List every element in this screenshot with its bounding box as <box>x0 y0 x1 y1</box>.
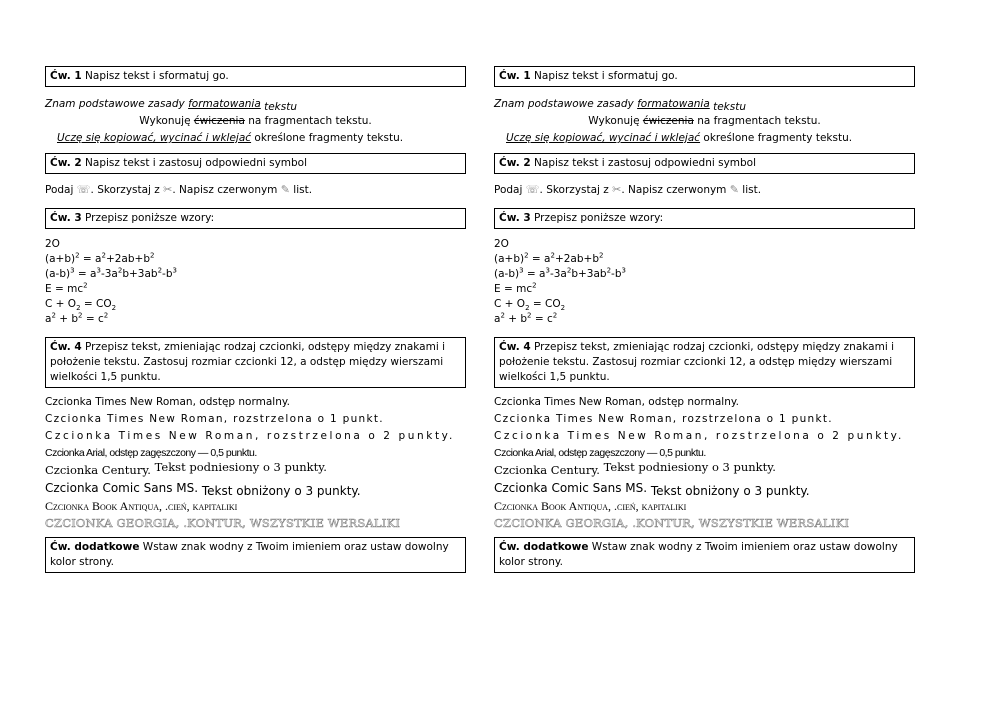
text-span: Wstaw znak wodny z Twoim imieniem oraz ustaw dowolny kolor strony. <box>50 541 449 568</box>
text-span: Uczę się kopiować, wycinać i wklejać <box>506 132 701 144</box>
text-span: Podaj <box>45 184 77 196</box>
text-span: 2 <box>500 311 505 320</box>
text-span: Wykonuję <box>139 115 194 127</box>
text-span: (a-b) <box>45 268 71 280</box>
exercise-label: Ćw. 1 <box>50 70 82 82</box>
exercise-3-header <box>45 208 466 229</box>
text-span: . Skorzystaj z <box>539 184 613 196</box>
text-span <box>494 462 915 480</box>
text-span: Ćw. 3 <box>499 212 531 224</box>
text-span: Napisz tekst i zastosuj odpowiedni symbol <box>81 157 308 169</box>
text-span: określone fragmenty tekstu. <box>700 132 853 144</box>
exercise-instruction: Napisz tekst i sformatuj go. <box>81 70 229 82</box>
text-span <box>45 208 466 229</box>
text-span <box>494 153 915 174</box>
text-span: -3a <box>100 268 118 280</box>
text-span: +2ab+b <box>105 253 150 265</box>
text-span: Czcionka Comic Sans MS. <box>45 481 202 495</box>
phone-icon: ☏ <box>76 183 91 196</box>
text-span: na fragmentach tekstu. <box>244 115 372 127</box>
text-span: . Napisz czerwonym <box>621 184 730 196</box>
text-span: Przepisz poniższe wzory: <box>530 212 664 224</box>
text-span: tekstu <box>709 101 747 113</box>
text-span: . Napisz czerwonym <box>172 184 281 196</box>
text-span: Czcionka Century. <box>45 463 155 477</box>
text-span: Czcionka Times New Roman, rozstrzelona o 1 punkt. <box>494 413 833 425</box>
text-span: Czcionka Comic Sans MS. <box>494 481 651 495</box>
exercise-1-header <box>494 66 915 87</box>
exercise-4-body <box>45 394 466 532</box>
text-span: 2 <box>157 266 163 275</box>
text-span: formatowania <box>188 98 261 110</box>
text-span <box>494 130 915 147</box>
text-span: Przepisz poniższe wzory: <box>81 212 215 224</box>
text-span: C + O <box>494 298 526 310</box>
exercise-4-body <box>494 394 915 532</box>
text-span: 2 <box>150 251 155 260</box>
formula-line <box>494 297 915 312</box>
text-span: b+3ab <box>122 268 158 280</box>
text-span: na fragmentach tekstu. <box>693 115 821 127</box>
text-span: 2 <box>103 311 109 320</box>
text-span: 3 <box>519 266 524 275</box>
text-span <box>45 537 466 573</box>
text-span: + b <box>55 313 79 325</box>
text-span: Czcionka Arial, odstęp zagęszczony — 0,5 punktu. <box>494 447 706 459</box>
worksheet-left <box>45 66 466 573</box>
text-span: E = mc <box>45 283 84 295</box>
text-span <box>494 337 915 388</box>
text-span: b+3ab <box>571 268 607 280</box>
text-span: Czcionka Times New Roman, odstęp normalny. <box>494 396 739 408</box>
formula-line: 2O <box>45 238 60 250</box>
text-span <box>494 537 915 573</box>
text-span: (a+b) <box>494 253 525 265</box>
formula-line <box>45 297 466 312</box>
text-span: 2 <box>550 251 555 260</box>
exercise-label: Ćw. 1 <box>499 70 531 82</box>
text-span <box>45 462 466 480</box>
text-span: Tekst podniesiony o 3 punkty. <box>603 460 776 474</box>
text-span: 3 <box>545 266 550 275</box>
text-span: Ćw. 4 <box>499 341 531 353</box>
text-span: Wykonuję <box>588 115 643 127</box>
text-span: Przepisz tekst, zmieniając rodzaj czcionki, odstępy między znakami i położenie tekstu. Zastosuj rozmiar czcionki 12, a odstęp między wierszami wielkości 1,5 punktu. <box>50 341 445 383</box>
text-span: Ćw. 2 <box>50 157 82 169</box>
exercise-1-body <box>494 96 915 146</box>
text-span: CZCIONKA GEORGIA, .KONTUR, WSZYSTKIE WERSALIKI <box>494 516 850 530</box>
text-span: Czcionka Book Antiqua, .cień, kapitaliki <box>494 499 687 513</box>
pencil-icon: ✎ <box>729 183 739 196</box>
text-span: 2 <box>101 251 106 260</box>
text-span: Czcionka Century. <box>494 463 604 477</box>
exercise-4-header <box>494 337 915 388</box>
text-span: 2 <box>524 251 529 260</box>
formula-line <box>494 282 915 297</box>
formula-line <box>494 252 915 267</box>
text-span: a <box>45 313 52 325</box>
text-span <box>494 66 915 88</box>
text-span: formatowania <box>637 98 710 110</box>
text-span: (a-b) <box>494 268 520 280</box>
text-span: Podaj <box>494 184 526 196</box>
exercise-1-body <box>45 96 466 146</box>
text-span: a <box>494 313 501 325</box>
text-span: Czcionka Times New Roman, rozstrzelona o 2 punkty. <box>494 430 904 442</box>
text-span: Uczę się kopiować, wycinać i wklejać <box>57 132 252 144</box>
text-span: = a <box>74 268 97 280</box>
text-span: Ćw. dodatkowe <box>50 541 140 553</box>
text-span: 2 <box>560 304 566 313</box>
text-span: 2 <box>78 311 83 320</box>
text-span: Tekst obniżony o 3 punkty. <box>650 484 810 498</box>
text-span: 2 <box>566 266 572 275</box>
formulas-block <box>494 237 915 327</box>
formula-line <box>494 267 915 282</box>
formulas-block <box>45 237 466 327</box>
text-span: = a <box>79 253 102 265</box>
exercise-2-body <box>494 181 915 199</box>
text-span <box>45 96 466 113</box>
formula-line <box>45 252 466 267</box>
text-span: Znam podstawowe zasady <box>494 98 638 110</box>
text-span: określone fragmenty tekstu. <box>251 132 404 144</box>
text-span <box>45 337 466 388</box>
text-span: Przepisz tekst, zmieniając rodzaj czcionki, odstępy między znakami i położenie tekstu. Zastosuj rozmiar czcionki 12, a odstęp między wierszami wielkości 1,5 punktu. <box>499 341 894 383</box>
text-span: Napisz tekst i zastosuj odpowiedni symbol <box>530 157 757 169</box>
text-span: Czcionka Arial, odstęp zagęszczony — 0,5 punktu. <box>45 447 257 459</box>
text-span: 2 <box>111 304 117 313</box>
text-span: Ćw. dodatkowe <box>499 541 589 553</box>
scissors-icon: ✂ <box>612 183 622 196</box>
text-span <box>45 153 466 174</box>
worksheet-right <box>494 66 915 573</box>
text-span: = c <box>531 313 553 325</box>
text-span: Ćw. 3 <box>50 212 82 224</box>
text-span <box>45 66 466 88</box>
text-span: = c <box>82 313 104 325</box>
exercise-2-body <box>45 181 466 199</box>
text-span: 2 <box>76 304 81 313</box>
exercise-2-header <box>494 153 915 174</box>
exercise-4-header <box>45 337 466 388</box>
phone-icon: ☏ <box>525 183 540 196</box>
scissors-icon: ✂ <box>163 183 173 196</box>
text-span: -3a <box>549 268 567 280</box>
text-span: Czcionka Book Antiqua, .cień, kapitaliki <box>45 499 238 513</box>
exercise-instruction: Napisz tekst i sformatuj go. <box>530 70 678 82</box>
text-span: (a+b) <box>45 253 76 265</box>
text-span: tekstu <box>260 101 298 113</box>
text-span: = a <box>528 253 551 265</box>
text-span: -b <box>611 268 622 280</box>
text-span: ćwiczenia <box>193 115 245 127</box>
text-span: 3 <box>621 266 626 275</box>
text-span: 2 <box>527 311 532 320</box>
text-span: 3 <box>70 266 75 275</box>
formula-line <box>494 312 915 327</box>
text-span: = a <box>523 268 546 280</box>
text-span: 2 <box>525 304 530 313</box>
text-span: ćwiczenia <box>642 115 694 127</box>
text-span: C + O <box>45 298 77 310</box>
text-span: list. <box>738 184 762 196</box>
text-span <box>494 480 915 498</box>
text-span <box>45 113 466 130</box>
exercise-3-header <box>494 208 915 229</box>
text-span: list. <box>289 184 313 196</box>
text-span: Wstaw znak wodny z Twoim imieniem oraz ustaw dowolny kolor strony. <box>499 541 898 568</box>
formula-line <box>45 282 466 297</box>
text-span: +2ab+b <box>554 253 599 265</box>
text-span <box>45 130 466 147</box>
text-span: Tekst podniesiony o 3 punkty. <box>154 460 327 474</box>
text-span: Czcionka Times New Roman, odstęp normalny. <box>45 396 290 408</box>
text-span: 3 <box>172 266 177 275</box>
text-span: 2 <box>117 266 123 275</box>
formula-line <box>45 267 466 282</box>
text-span: = CO <box>80 298 112 310</box>
text-span: 2 <box>75 251 80 260</box>
text-span: CZCIONKA GEORGIA, .KONTUR, WSZYSTKIE WERSALIKI <box>45 516 401 530</box>
text-span: -b <box>162 268 173 280</box>
text-span: . Skorzystaj z <box>90 184 164 196</box>
text-span <box>494 113 915 130</box>
text-span: 3 <box>96 266 101 275</box>
exercise-1-header <box>45 66 466 87</box>
text-span: Tekst obniżony o 3 punkty. <box>201 484 361 498</box>
text-span <box>494 96 915 113</box>
text-span: E = mc <box>494 283 533 295</box>
text-span: 2 <box>552 311 558 320</box>
formula-line: 2O <box>494 238 509 250</box>
exercise-2-header <box>45 153 466 174</box>
text-span: Ćw. 4 <box>50 341 82 353</box>
text-span: 2 <box>606 266 612 275</box>
pencil-icon: ✎ <box>280 183 290 196</box>
formula-line <box>45 312 466 327</box>
text-span: Czcionka Times New Roman, rozstrzelona o 2 punkty. <box>45 430 455 442</box>
text-span: 2 <box>599 251 604 260</box>
text-span: 2 <box>83 281 88 290</box>
text-span: Znam podstawowe zasady <box>45 98 189 110</box>
text-span <box>45 480 466 498</box>
text-span: = CO <box>529 298 561 310</box>
text-span: 2 <box>532 281 537 290</box>
extra-exercise-header <box>494 537 915 573</box>
text-span: 2 <box>51 311 56 320</box>
text-span <box>494 208 915 229</box>
extra-exercise-header <box>45 537 466 573</box>
text-span: Ćw. 2 <box>499 157 531 169</box>
text-span: Czcionka Times New Roman, rozstrzelona o 1 punkt. <box>45 413 384 425</box>
text-span: + b <box>504 313 528 325</box>
